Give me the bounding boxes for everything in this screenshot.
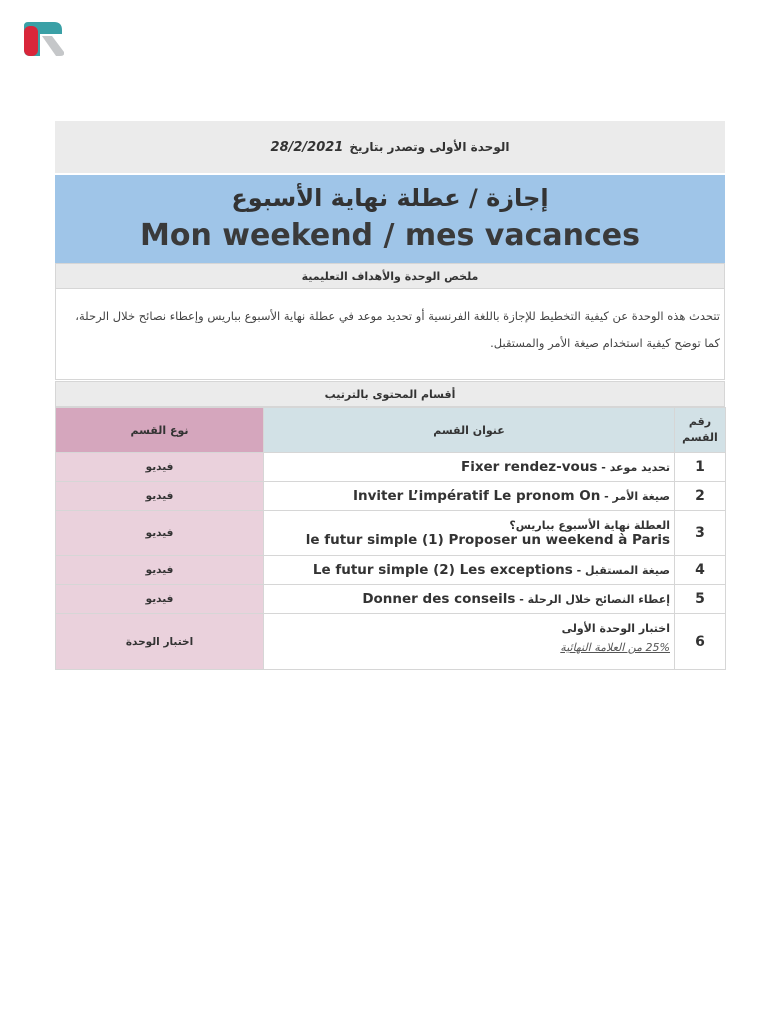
table-row	[56, 556, 726, 585]
summary-heading: ملخص الوحدة والأهداف التعليمية	[55, 263, 725, 289]
column-header-number: رقم القسم	[675, 408, 726, 453]
unit-document	[55, 121, 725, 670]
release-text: الوحدة الأولى وتصدر بتاريخ	[349, 140, 510, 154]
section-type: فيديو	[56, 511, 264, 556]
section-number: 1	[675, 453, 726, 482]
table-row	[56, 614, 726, 670]
section-title-arabic: اختبار الوحدة الأولى	[561, 622, 670, 635]
section-title-french: le futur simple (1) Proposer un weekend à Paris	[305, 531, 670, 548]
section-type: فيديو	[56, 453, 264, 482]
section-title	[264, 482, 675, 511]
section-title-arabic: تحديد موعد -	[597, 461, 670, 474]
section-number: 2	[675, 482, 726, 511]
section-type: اختبار الوحدة	[56, 614, 264, 670]
section-title-arabic: العطلة نهاية الأسبوع بباريس؟	[509, 518, 670, 532]
table-row	[56, 511, 726, 556]
unit-title-box	[55, 175, 725, 263]
quiz-weight: 25% من العلامة النهائية	[560, 641, 670, 654]
release-date: 28/2/2021	[270, 139, 344, 155]
section-title-arabic: صيغة الأمر -	[600, 490, 670, 503]
section-number: 4	[675, 556, 726, 585]
section-number: 6	[675, 614, 726, 670]
brand-logo-icon	[24, 20, 64, 58]
section-title	[264, 556, 675, 585]
section-title-arabic: إعطاء النصائح خلال الرحلة -	[515, 593, 670, 606]
table-row	[56, 482, 726, 511]
section-title	[264, 614, 675, 670]
release-bar	[55, 121, 725, 175]
section-type: فيديو	[56, 482, 264, 511]
section-type: فيديو	[56, 556, 264, 585]
column-header-type: نوع القسم	[56, 408, 264, 453]
section-number: 3	[675, 511, 726, 556]
section-number: 5	[675, 585, 726, 614]
unit-title-french: Mon weekend / mes vacances	[140, 218, 640, 253]
section-title-arabic: صيغة المستقبل -	[572, 564, 670, 577]
contents-heading: أقسام المحتوى بالترتيب	[55, 381, 725, 407]
section-title	[264, 585, 675, 614]
column-header-title: عنوان القسم	[264, 408, 675, 453]
section-title	[264, 511, 675, 556]
section-title-french: Fixer rendez-vous	[460, 459, 598, 475]
summary-body: تتحدث هذه الوحدة عن كيفية التخطيط للإجازة باللغة الفرنسية أو تحديد موعد في عطلة نهاية الأسبوع بباريس وإعطاء نصائح خلال الرحلة، كما توضح كيفية استخدام صيغة الأمر والمستقبل.	[55, 289, 725, 380]
table-row	[56, 453, 726, 482]
contents-table	[55, 407, 726, 670]
section-title-french: Donner des conseils	[362, 591, 516, 607]
unit-title-arabic: إجازة / عطلة نهاية الأسبوع	[231, 184, 549, 212]
table-row	[56, 585, 726, 614]
section-title-french: Inviter L’impératif Le pronom On	[352, 488, 601, 504]
section-title	[264, 453, 675, 482]
table-header-row	[56, 408, 726, 453]
section-type: فيديو	[56, 585, 264, 614]
section-title-french: Le futur simple (2) Les exceptions	[312, 562, 573, 578]
